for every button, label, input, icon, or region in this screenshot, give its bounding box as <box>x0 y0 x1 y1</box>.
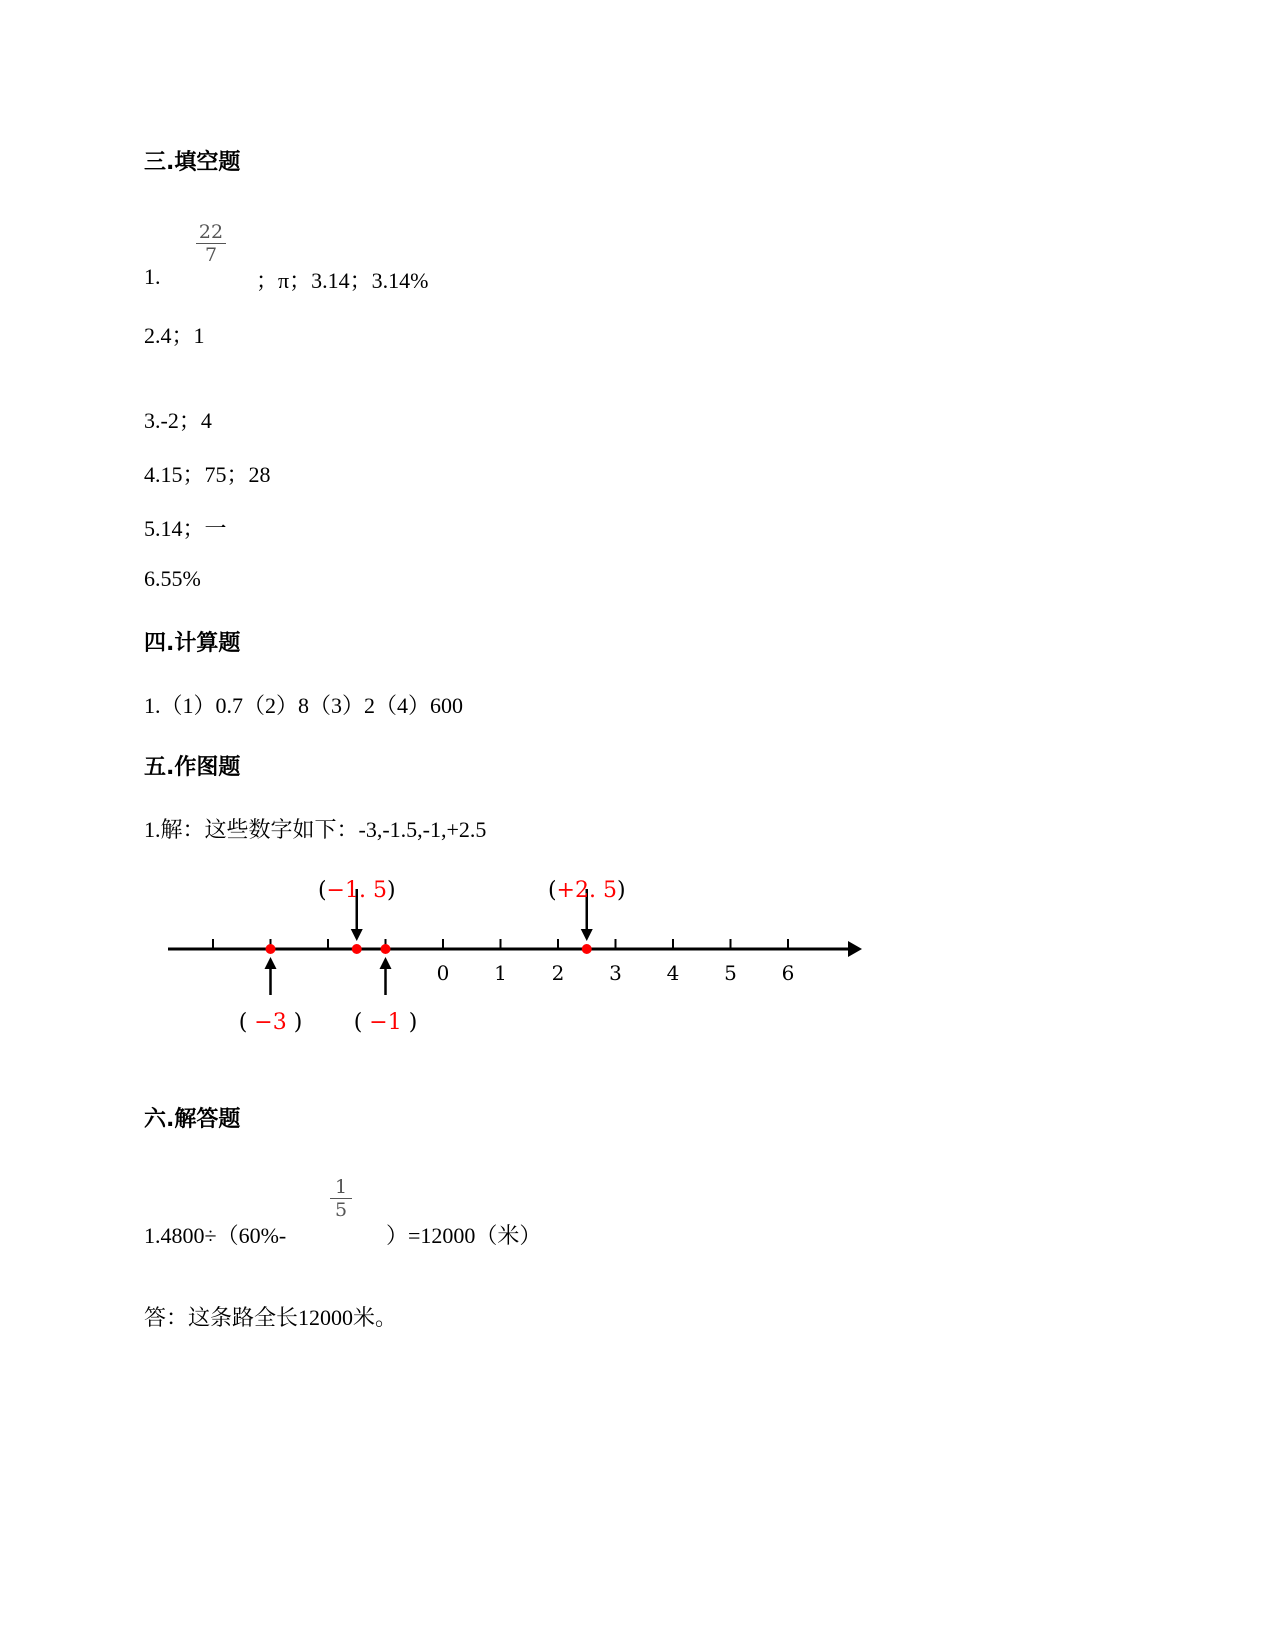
answer-conclusion: 答：这条路全长12000米。 <box>144 1305 398 1330</box>
fill-blank-q1-answers: ；π；3.14；3.14% <box>256 268 429 293</box>
drawing-q1: 1.解：这些数字如下：-3,-1.5,-1,+2.5 <box>144 817 487 842</box>
fraction-denominator: 7 <box>204 244 218 266</box>
fraction-numerator: 1 <box>334 1176 348 1198</box>
fill-blank-q6: 6.55% <box>144 566 201 591</box>
number-line-tick-label: 6 <box>781 961 795 985</box>
number-line-tick-label: 1 <box>494 961 507 985</box>
number-line-tick-label: 2 <box>551 961 565 985</box>
number-line-figure <box>0 860 1275 1060</box>
point-label: (+2. 5) <box>547 878 626 903</box>
number-line-tick-label: 5 <box>724 961 737 985</box>
number-line-arrowhead <box>848 941 862 957</box>
number-line-point <box>352 944 362 954</box>
fill-blank-q2: 2.4；1 <box>144 323 205 348</box>
calculation-q1: 1.（1）0.7（2）8（3）2（4）600 <box>144 693 464 718</box>
fill-blank-q1-prefix: 1. <box>144 264 161 289</box>
section-heading-drawing: 五.作图题 <box>144 755 241 780</box>
fraction-22-7 <box>196 221 226 266</box>
number-line-tick-label: 3 <box>609 961 622 985</box>
number-line-point <box>582 944 592 954</box>
number-line-tick-label: 4 <box>666 961 680 985</box>
answer-q1-suffix: ）=12000（米） <box>386 1223 542 1248</box>
fraction-denominator: 5 <box>334 1199 348 1221</box>
section-heading-fill-blank: 三.填空题 <box>144 150 241 175</box>
number-line-tick-label: 0 <box>436 961 450 985</box>
fraction-numerator: 22 <box>198 221 224 243</box>
point-label: ( −1 ) <box>353 1010 418 1035</box>
point-label: (−1. 5) <box>317 878 396 903</box>
section-heading-answer: 六.解答题 <box>144 1107 241 1132</box>
number-line-point <box>266 944 276 954</box>
fill-blank-q4: 4.15；75；28 <box>144 462 271 487</box>
section-heading-calculation: 四.计算题 <box>144 631 241 656</box>
fill-blank-q3: 3.-2；4 <box>144 408 212 433</box>
pointer-arrow-head <box>351 929 363 941</box>
pointer-arrow-head <box>265 957 277 969</box>
point-label: ( −3 ) <box>238 1010 303 1035</box>
answer-q1-prefix: 1.4800÷（60%- <box>144 1223 287 1248</box>
pointer-arrow-head <box>380 957 392 969</box>
pointer-arrow-head <box>581 929 593 941</box>
fill-blank-q5: 5.14；一 <box>144 516 227 541</box>
number-line-point <box>381 944 391 954</box>
fraction-1-5 <box>330 1176 352 1221</box>
